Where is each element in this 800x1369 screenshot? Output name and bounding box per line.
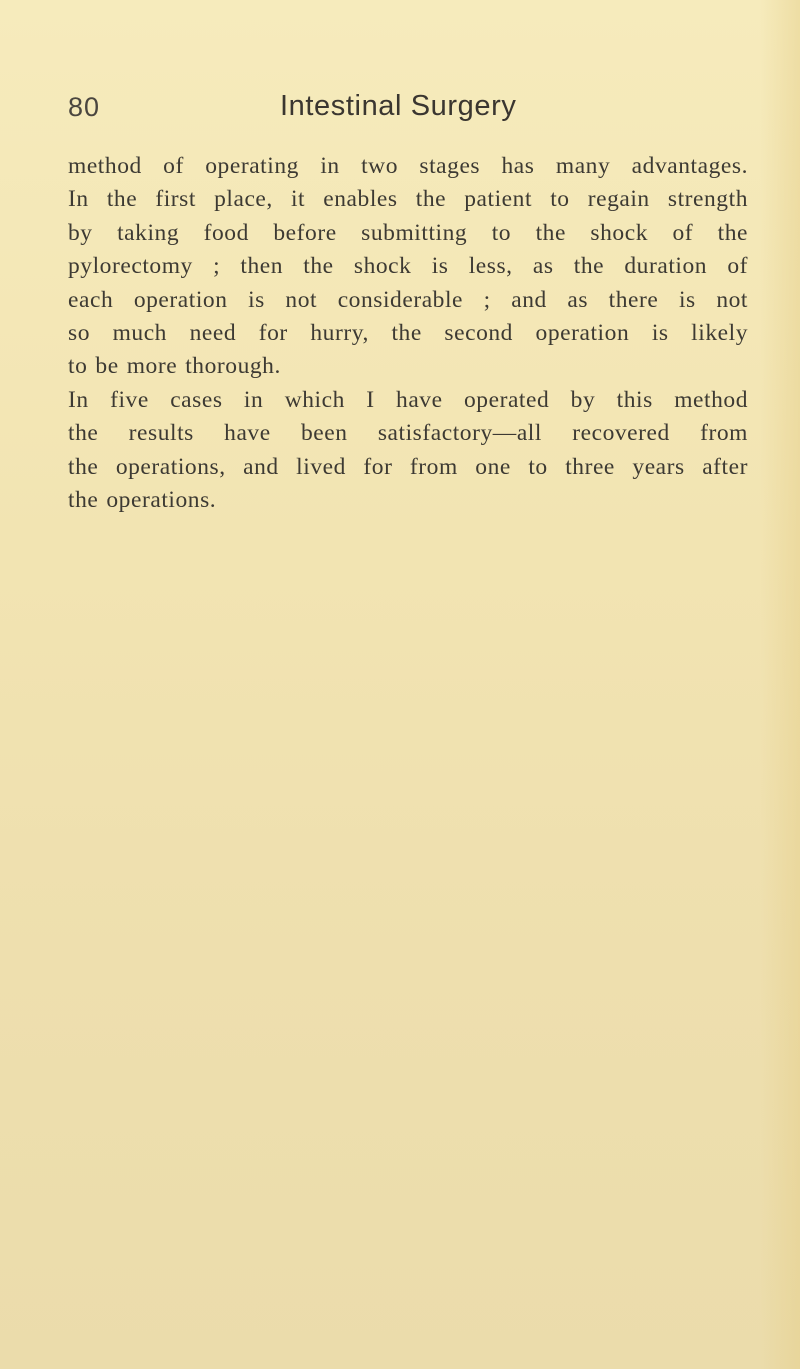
page-number: 80 bbox=[68, 92, 101, 122]
chapter-title: Intestinal Surgery bbox=[280, 90, 517, 122]
text-line: pylorectomy ; then the shock is less, as the duration of bbox=[68, 253, 748, 280]
text-line: method of operating in two stages has many advantages. bbox=[68, 153, 748, 179]
text-line: the operations, and lived for from one to three years after bbox=[68, 453, 748, 480]
page-edge-shading bbox=[760, 0, 800, 1369]
text-line: to be more thorough. bbox=[68, 353, 281, 380]
text-line: so much need for hurry, the second operation is likely bbox=[68, 319, 748, 346]
text-line: In five cases in which I have operated by this method bbox=[68, 386, 748, 413]
text-line: by taking food before submitting to the shock of the bbox=[68, 219, 748, 246]
text-line: In the first place, it enables the patient to regain strength bbox=[68, 186, 748, 213]
text-line: each operation is not considerable ; and as there is not bbox=[68, 286, 748, 313]
text-line: the operations. bbox=[68, 486, 217, 513]
body-text bbox=[68, 150, 748, 517]
running-head bbox=[68, 92, 518, 132]
text-line: the results have been satisfactory—all recovered from bbox=[68, 420, 748, 447]
